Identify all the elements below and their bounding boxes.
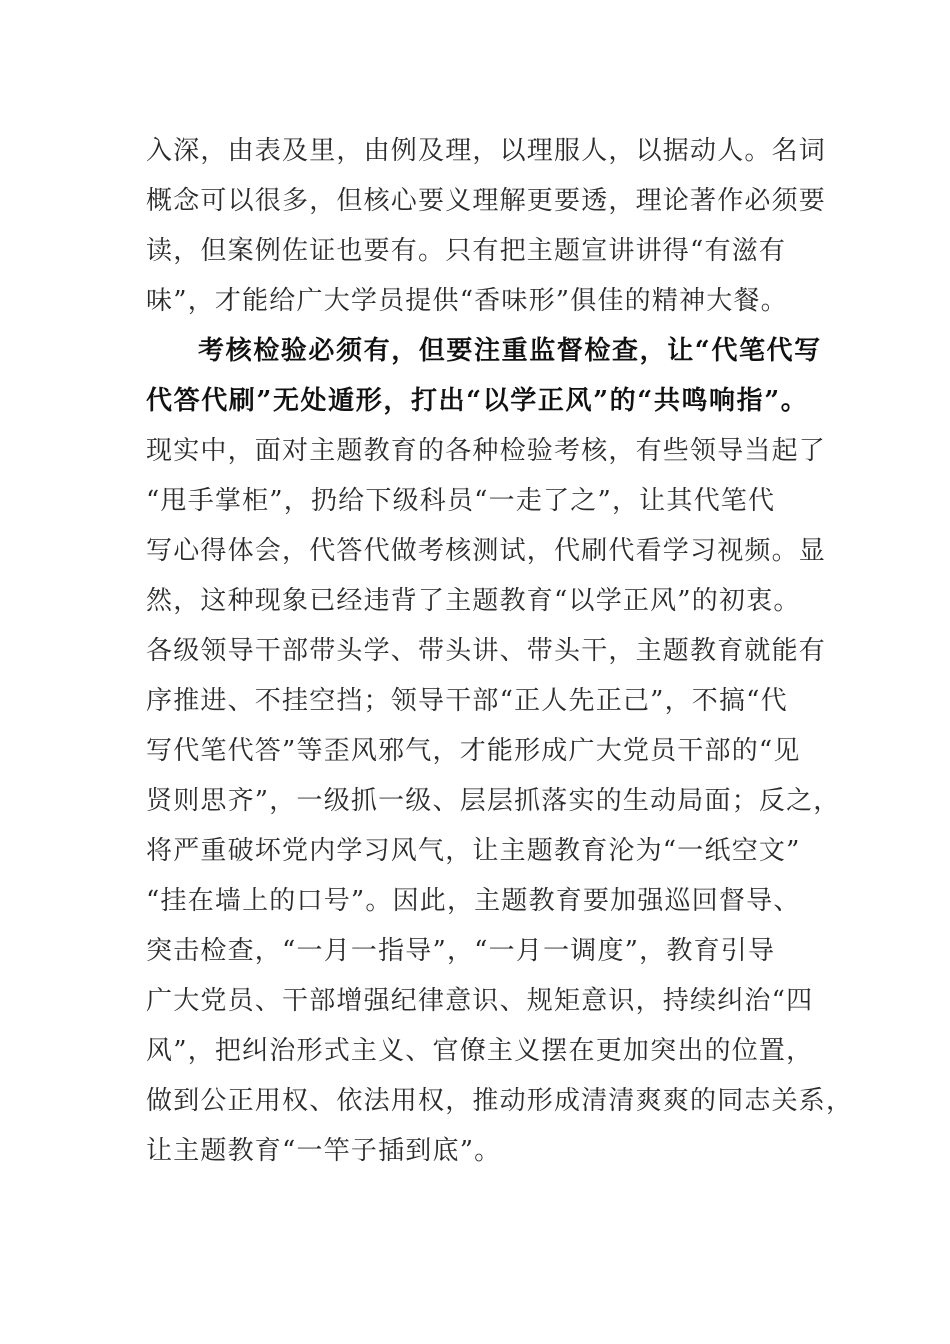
paragraph-line: 现实中，面对主题教育的各种检验考核，有些领导当起了 [146, 436, 827, 466]
paragraph-line: 突击检查，“一月一指导”，“一月一调度”，教育引导 [146, 936, 776, 966]
paragraph-line: 做到公正用权、依法用权，推动形成清清爽爽的同志关系， [146, 1086, 854, 1116]
paragraph-line: 读，但案例佐证也要有。只有把主题宣讲讲得“有滋有 [146, 236, 787, 266]
paragraph-line: 入深，由表及里，由例及理，以理服人，以据动人。名词 [146, 136, 827, 166]
paragraph-line: 序推进、不挂空挡；领导干部“正人先正己”，不搞“代 [146, 686, 788, 716]
paragraph-line: 风”，把纠治形式主义、官僚主义摆在更加突出的位置， [146, 1036, 814, 1066]
document-body [146, 126, 854, 1176]
paragraph-line: “挂在墙上的口号”。因此，主题教育要加强巡回督导、 [146, 886, 801, 916]
paragraph-line: 让主题教育“一竿子插到底”。 [146, 1136, 502, 1166]
heading-line: 代答代刷”无处遁形，打出“以学正风”的“共鸣响指”。 [146, 386, 809, 416]
paragraph-line: 写心得体会，代答代做考核测试，代刷代看学习视频。显 [146, 536, 827, 566]
paragraph-line: 广大党员、干部增强纪律意识、规矩意识，持续纠治“四 [146, 986, 814, 1016]
heading-line: 考核检验必须有，但要注重监督检查，让“代笔代写 [198, 336, 822, 366]
paragraph-line: 写代笔代答”等歪风邪气，才能形成广大党员干部的“见 [146, 736, 801, 766]
paragraph-line: 各级领导干部带头学、带头讲、带头干，主题教育就能有 [146, 636, 827, 666]
paragraph-line: 将严重破坏党内学习风气，让主题教育沦为“一纸空文” [146, 836, 801, 866]
paragraph-line: 然，这种现象已经违背了主题教育“以学正风”的初衷。 [146, 586, 801, 616]
paragraph-line: “甩手掌柜”，扔给下级科员“一走了之”，让其代笔代 [146, 486, 776, 516]
paragraph-line: 概念可以很多，但核心要义理解更要透，理论著作必须要 [146, 186, 827, 216]
paragraph-line: 味”，才能给广大学员提供“香味形”俱佳的精神大餐。 [146, 286, 788, 316]
paragraph-line: 贤则思齐”，一级抓一级、层层抓落实的生动局面；反之， [146, 786, 841, 816]
